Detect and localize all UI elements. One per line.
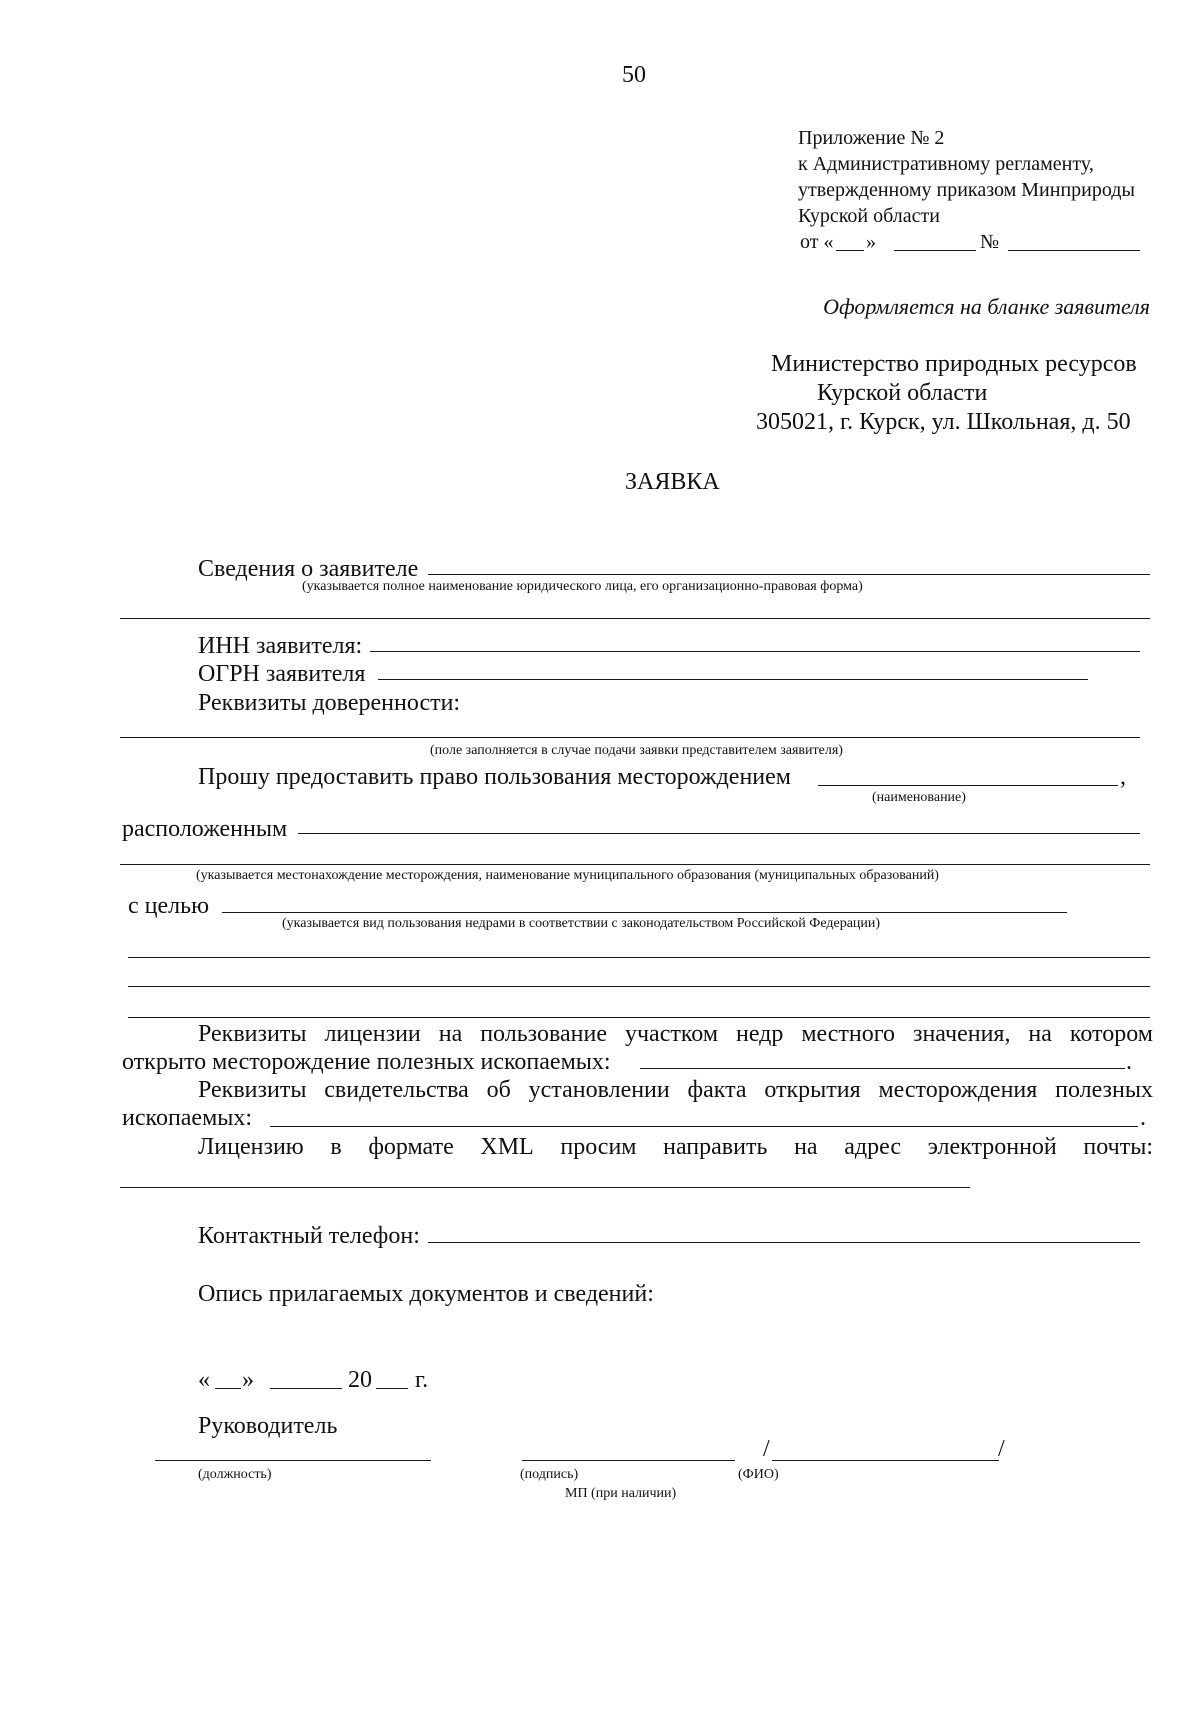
word: установлении (528, 1077, 670, 1103)
license-details-period: . (1126, 1049, 1132, 1075)
certificate-line-1 (198, 1078, 1153, 1102)
appendix-number-line (1008, 250, 1140, 251)
purpose-hint: (указывается вид пользования недрами в соответствии с законодательством Российской Федерации) (282, 916, 881, 931)
poa-field-line[interactable] (120, 737, 1140, 738)
appendix-month-line (894, 250, 976, 251)
ogrn-field-line[interactable] (378, 679, 1088, 680)
email-field-line[interactable] (120, 1187, 970, 1188)
word: Реквизиты (198, 1077, 307, 1103)
recipient-region: Курской области (817, 380, 988, 406)
location-hint: (указывается местонахождение месторождения, наименование муниципального образования (муниципальных образований) (196, 868, 939, 883)
purpose-field-line[interactable] (222, 912, 1067, 913)
word: месторождения (878, 1077, 1038, 1103)
stamp-hint: МП (при наличии) (565, 1486, 677, 1501)
purpose-field-line-2[interactable] (128, 957, 1150, 958)
word: в (330, 1134, 342, 1160)
word: свидетельства (324, 1077, 469, 1103)
location-field-line-2[interactable] (120, 864, 1150, 865)
sign-date-open: « (198, 1367, 210, 1393)
certificate-line-2: ископаемых: (122, 1105, 253, 1131)
word: участком (624, 1021, 719, 1047)
word: на (1028, 1021, 1052, 1047)
word: на (438, 1021, 463, 1047)
sign-year-line[interactable] (376, 1388, 408, 1389)
word: Реквизиты (198, 1021, 307, 1047)
word: почты: (1083, 1134, 1153, 1160)
word: полезных (1055, 1077, 1153, 1103)
sign-year-suffix: г. (415, 1367, 429, 1393)
word: недр (735, 1021, 784, 1047)
applicant-hint: (указывается полное наименование юридического лица, его организационно-правовая форма) (302, 579, 863, 594)
name-hint: (ФИО) (738, 1467, 779, 1482)
purpose-label: с целью (128, 893, 209, 919)
word: адрес (844, 1134, 901, 1160)
word: открытия (764, 1077, 861, 1103)
position-line[interactable] (155, 1460, 431, 1461)
name-slash-right: / (998, 1436, 1005, 1462)
applicant-label: Сведения о заявителе (198, 556, 419, 582)
applicant-field-line[interactable] (428, 574, 1150, 575)
appendix-number-sign: № (980, 231, 1000, 253)
word: на (794, 1134, 818, 1160)
word: котором (1069, 1021, 1153, 1047)
name-line[interactable] (772, 1460, 999, 1461)
word: направить (663, 1134, 768, 1160)
purpose-field-line-3[interactable] (128, 986, 1150, 987)
sign-year-prefix: 20 (348, 1367, 372, 1393)
appendix-date-prefix: от « (800, 231, 834, 253)
located-label: расположенным (122, 816, 288, 842)
document-title: ЗАЯВКА (625, 469, 720, 495)
signature-hint: (подпись) (520, 1467, 579, 1482)
appendix-regulation: к Административному регламенту, (798, 153, 1094, 175)
applicant-field-line-2[interactable] (120, 618, 1150, 619)
word: формате (368, 1134, 454, 1160)
appendix-order: утвержденному приказом Минприроды (798, 179, 1135, 201)
letterhead-note: Оформляется на бланке заявителя (823, 294, 1150, 319)
appendix-title: Приложение № 2 (798, 127, 945, 149)
position-hint: (должность) (198, 1467, 272, 1482)
request-comma: , (1120, 764, 1126, 790)
phone-label: Контактный телефон: (198, 1223, 420, 1249)
head-label: Руководитель (198, 1413, 338, 1439)
word: лицензии (324, 1021, 421, 1047)
poa-hint: (поле заполняется в случае подачи заявки представителем заявителя) (430, 743, 843, 758)
ogrn-label: ОГРН заявителя (198, 661, 366, 687)
word: значения, (912, 1021, 1011, 1047)
appendix-date-mid: » (866, 231, 876, 253)
purpose-field-line-4[interactable] (128, 1017, 1150, 1018)
inn-label: ИНН заявителя: (198, 633, 363, 659)
recipient-address: 305021, г. Курск, ул. Школьная, д. 50 (756, 409, 1131, 435)
word: XML (480, 1134, 534, 1160)
deposit-name-line[interactable] (818, 785, 1118, 786)
word: просим (560, 1134, 637, 1160)
request-label: Прошу предоставить право пользования месторождением (198, 764, 791, 790)
word: местного (801, 1021, 896, 1047)
recipient-ministry: Министерство природных ресурсов (771, 351, 1137, 377)
name-slash-left: / (763, 1436, 770, 1462)
deposit-name-hint: (наименование) (872, 790, 966, 805)
license-details-field-line[interactable] (640, 1068, 1125, 1069)
license-details-line-1 (198, 1022, 1153, 1046)
certificate-field-line[interactable] (270, 1126, 1138, 1127)
sign-day-line[interactable] (215, 1388, 241, 1389)
location-field-line[interactable] (298, 833, 1140, 834)
word: об (486, 1077, 511, 1103)
poa-label: Реквизиты доверенности: (198, 690, 461, 716)
signature-line[interactable] (522, 1460, 735, 1461)
sign-date-close: » (242, 1367, 254, 1393)
xml-email-line (198, 1135, 1153, 1159)
word: пользование (480, 1021, 607, 1047)
phone-field-line[interactable] (428, 1242, 1140, 1243)
word: электронной (927, 1134, 1057, 1160)
license-details-line-2: открыто месторождение полезных ископаемых: (122, 1049, 611, 1075)
page-number: 50 (622, 62, 646, 88)
word: Лицензию (198, 1134, 304, 1160)
appendix-day-line (836, 250, 864, 251)
sign-month-line[interactable] (270, 1388, 342, 1389)
inn-field-line[interactable] (370, 651, 1140, 652)
appendix-region: Курской области (798, 205, 940, 227)
certificate-period: . (1140, 1105, 1146, 1131)
word: факта (687, 1077, 747, 1103)
inventory-label: Опись прилагаемых документов и сведений: (198, 1281, 654, 1307)
